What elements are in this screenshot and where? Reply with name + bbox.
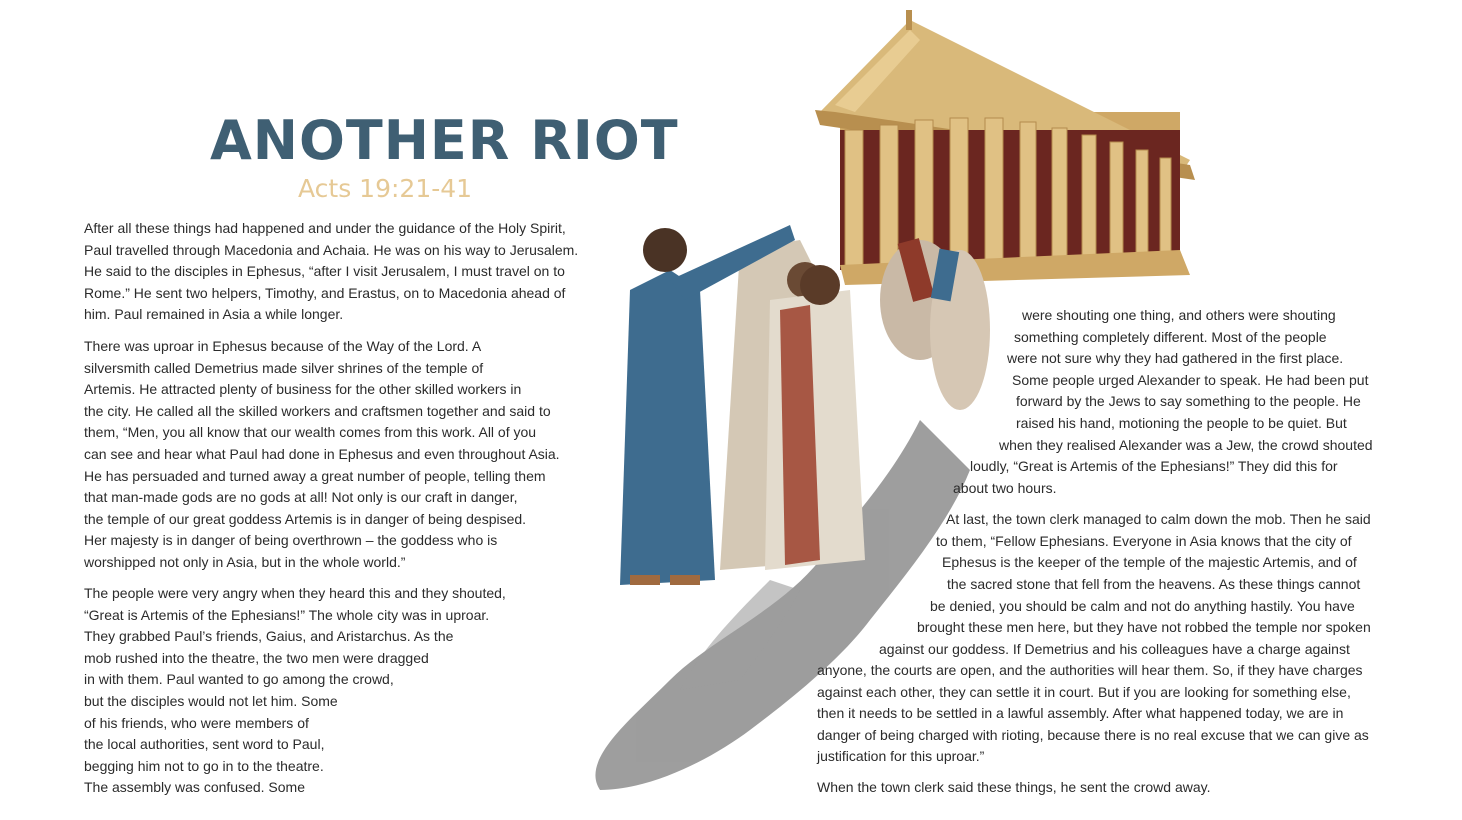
body-line: He said to the disciples in Ephesus, “after I visit Jerusalem, I must travel on to [84,263,565,279]
body-line: forward by the Jews to say something to the people. He [1016,393,1361,409]
body-line: Ephesus is the keeper of the temple of the majestic Artemis, and of [942,554,1357,570]
body-line: Rome.” He sent two helpers, Timothy, and Erastus, on to Macedonia ahead of [84,285,566,301]
body-line: anyone, the courts are open, and the authorities will hear them. So, if they have charges [817,662,1363,678]
body-line: the sacred stone that fell from the heavens. As these things cannot [947,576,1361,592]
body-line: brought these men here, but they have not robbed the temple nor spoken [917,619,1371,635]
body-line: were not sure why they had gathered in the first place. [1007,350,1344,366]
body-line: begging him not to go in to the theatre. [84,758,324,774]
body-line: can see and hear what Paul had done in Ephesus and even throughout Asia. [84,446,560,462]
body-line: were shouting one thing, and others were shouting [1022,307,1336,323]
body-line: the local authorities, sent word to Paul, [84,736,325,752]
body-line: The assembly was confused. Some [84,779,305,795]
body-line: about two hours. [953,480,1057,496]
body-line: but the disciples would not let him. Some [84,693,338,709]
body-line: At last, the town clerk managed to calm down the mob. Then he said [946,511,1371,527]
temple-of-artemis [815,10,1195,285]
body-line: They grabbed Paul’s friends, Gaius, and Aristarchus. As the [84,628,454,644]
body-line: danger of being charged with rioting, because there is no real excuse that we can give as [817,727,1369,743]
body-line: Paul travelled through Macedonia and Achaia. He was on his way to Jerusalem. [84,242,579,258]
body-line: silversmith called Demetrius made silver shrines of the temple of [84,360,484,376]
body-line: to them, “Fellow Ephesians. Everyone in Asia knows that the city of [936,533,1352,549]
body-line: When the town clerk said these things, he sent the crowd away. [817,779,1211,795]
body-line: Artemis. He attracted plenty of business for the other skilled workers in [84,381,522,397]
body-line: when they realised Alexander was a Jew, the crowd shouted [999,437,1373,453]
body-line: them, “Men, you all know that our wealth comes from this work. All of you [84,424,537,440]
body-line: the city. He called all the skilled workers and craftsmen together and said to [84,403,551,419]
body-line: raised his hand, motioning the people to be quiet. But [1016,415,1347,431]
body-line: Her majesty is in danger of being overthrown – the goddess who is [84,532,498,548]
scripture-reference: Acts 19:21-41 [298,174,473,203]
body-line: him. Paul remained in Asia a while longer. [84,306,344,322]
body-line: of his friends, who were members of [84,715,309,731]
body-line: loudly, “Great is Artemis of the Ephesians!” They did this for [970,458,1338,474]
body-line: mob rushed into the theatre, the two men were dragged [84,650,429,666]
body-line: something completely different. Most of the people [1014,329,1327,345]
body-line: After all these things had happened and under the guidance of the Holy Spirit, [84,220,566,236]
body-line: against our goddess. If Demetrius and his colleagues have a charge against [879,641,1350,657]
body-line: There was uproar in Ephesus because of the Way of the Lord. A [84,338,482,354]
body-line: then it needs to be settled in a lawful assembly. After what happened today, we are in [817,705,1344,721]
body-line: in with them. Paul wanted to go among the crowd, [84,671,394,687]
body-line: Some people urged Alexander to speak. He had been put [1012,372,1369,388]
body-line: “Great is Artemis of the Ephesians!” The whole city was in uproar. [84,607,490,623]
body-line: The people were very angry when they heard this and they shouted, [84,585,506,601]
body-line: worshipped not only in Asia, but in the whole world.” [84,554,406,570]
body-line: the temple of our great goddess Artemis is in danger of being despised. [84,511,527,527]
body-line: justification for this uproar.” [817,748,985,764]
body-line: be denied, you should be calm and not do anything hastily. You have [930,598,1355,614]
body-line: against each other, they can settle it in court. But if you are looking for something else, [817,684,1351,700]
page-title: ANOTHER RIOT [210,109,679,172]
body-line: He has persuaded and turned away a great number of people, telling them [84,468,546,484]
body-line: that man-made gods are no gods at all! Not only is our craft in danger, [84,489,518,505]
